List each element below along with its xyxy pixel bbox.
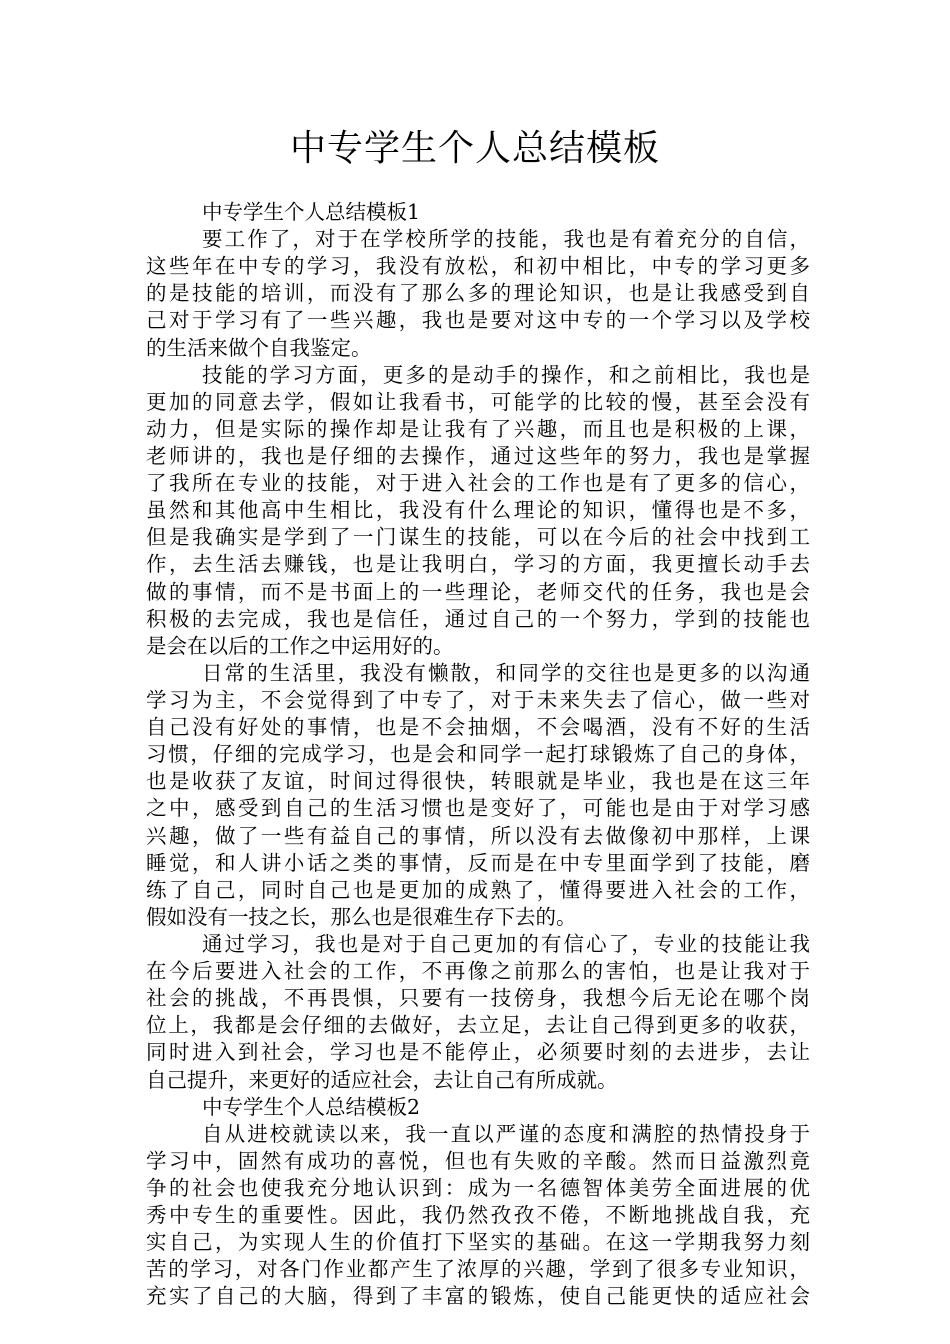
text-line: 作，去生活去赚钱，也是让我明白，学习的方面，我更擅长动手去 [146, 552, 810, 577]
text-line: 虽然和其他高中生相比，我没有什么理论的知识，懂得也是不多， [146, 498, 810, 523]
text-line: 学习中，固然有成功的喜悦，但也有失败的辛酸。然而日益激烈竟 [146, 1148, 810, 1173]
text-line: 自己提升，来更好的适应社会，去让自己有所成就。 [146, 1067, 618, 1092]
text-line: 自己没有好处的事情，也是不会抽烟，不会喝酒，没有不好的生活 [146, 715, 810, 740]
text-line: 这些年在中专的学习，我没有放松，和初中相比，中专的学习更多 [146, 254, 810, 279]
section-heading: 中专学生个人总结模板2 [202, 1094, 421, 1119]
text-line: 之中，感受到自己的生活习惯也是变好了，可能也是由于对学习感 [146, 796, 810, 821]
text-line: 老师讲的，我也是仔细的去操作，通过这些年的努力，我也是掌握 [146, 443, 810, 468]
text-line: 的生活来做个自我鉴定。 [146, 335, 372, 360]
text-line: 练了自己，同时自己也是更加的成熟了，懂得要进入社会的工作， [146, 877, 810, 902]
text-line: 同时进入到社会，学习也是不能停止，必须要时刻的去进步，去让 [146, 1040, 810, 1065]
text-line: 兴趣，做了一些有益自己的事情，所以没有去做像初中那样，上课 [146, 823, 810, 848]
text-line: 动力，但是实际的操作却是让我有了兴趣，而且也是积极的上课， [146, 416, 810, 441]
text-line: 苦的学习，对各门作业都产生了浓厚的兴趣，学到了很多专业知识， [146, 1257, 810, 1282]
text-line: 了我所在专业的技能，对于进入社会的工作也是有了更多的信心， [146, 471, 810, 496]
text-line: 自从进校就读以来，我一直以严谨的态度和满腔的热情投身于 [202, 1121, 810, 1146]
text-line: 做的事情，而不是书面上的一些理论，老师交代的任务，我也是会 [146, 579, 810, 604]
text-line: 实自己，为实现人生的价值打下坚实的基础。在这一学期我努力刻 [146, 1230, 810, 1255]
text-line: 己对于学习有了一些兴趣，我也是要对这中专的一个学习以及学校 [146, 308, 810, 333]
text-line: 争的社会也使我充分地认识到：成为一名德智体美劳全面进展的优 [146, 1175, 810, 1200]
text-line: 是会在以后的工作之中运用好的。 [146, 633, 454, 658]
document-body [146, 199, 810, 1310]
text-line: 假如没有一技之长，那么也是很难生存下去的。 [146, 904, 577, 929]
document-title: 中专学生个人总结模板 [289, 128, 660, 169]
section-heading: 中专学生个人总结模板1 [202, 200, 421, 224]
text-line: 睡觉，和人讲小话之类的事情，反而是在中专里面学到了技能，磨 [146, 850, 810, 875]
text-line: 的是技能的培训，而没有了那么多的理论知识，也是让我感受到自 [146, 281, 810, 306]
text-line: 更加的同意去学，假如让我看书，可能学的比较的慢，甚至会没有 [146, 389, 810, 414]
text-line: 要工作了，对于在学校所学的技能，我也是有着充分的自信， [202, 227, 810, 252]
text-line: 位上，我都是会仔细的去做好，去立足，去让自己得到更多的收获， [146, 1013, 810, 1038]
text-line: 充实了自己的大脑，得到了丰富的锻炼，使自己能更快的适应社会 [146, 1284, 810, 1309]
text-line: 习惯，仔细的完成学习，也是会和同学一起打球锻炼了自己的身体， [146, 742, 810, 767]
text-line: 也是收获了友谊，时间过得很快，转眼就是毕业，我也是在这三年 [146, 769, 810, 794]
text-line: 在今后要进入社会的工作，不再像之前那么的害怕，也是让我对于 [146, 959, 810, 984]
text-line: 日常的生活里，我没有懒散，和同学的交往也是更多的以沟通 [202, 660, 810, 685]
text-line: 但是我确实是学到了一门谋生的技能，可以在今后的社会中找到工 [146, 525, 810, 550]
text-line: 秀中专生的重要性。因此，我仍然孜孜不倦，不断地挑战自我，充 [146, 1203, 810, 1228]
text-line: 学习为主，不会觉得到了中专了，对于未来失去了信心，做一些对 [146, 687, 810, 712]
text-line: 积极的去完成，我也是信任，通过自己的一个努力，学到的技能也 [146, 606, 810, 631]
text-line: 技能的学习方面，更多的是动手的操作，和之前相比，我也是 [202, 362, 810, 387]
text-line: 社会的挑战，不再畏惧，只要有一技傍身，我想今后无论在哪个岗 [146, 986, 810, 1011]
text-line: 通过学习，我也是对于自己更加的有信心了，专业的技能让我 [202, 931, 810, 956]
